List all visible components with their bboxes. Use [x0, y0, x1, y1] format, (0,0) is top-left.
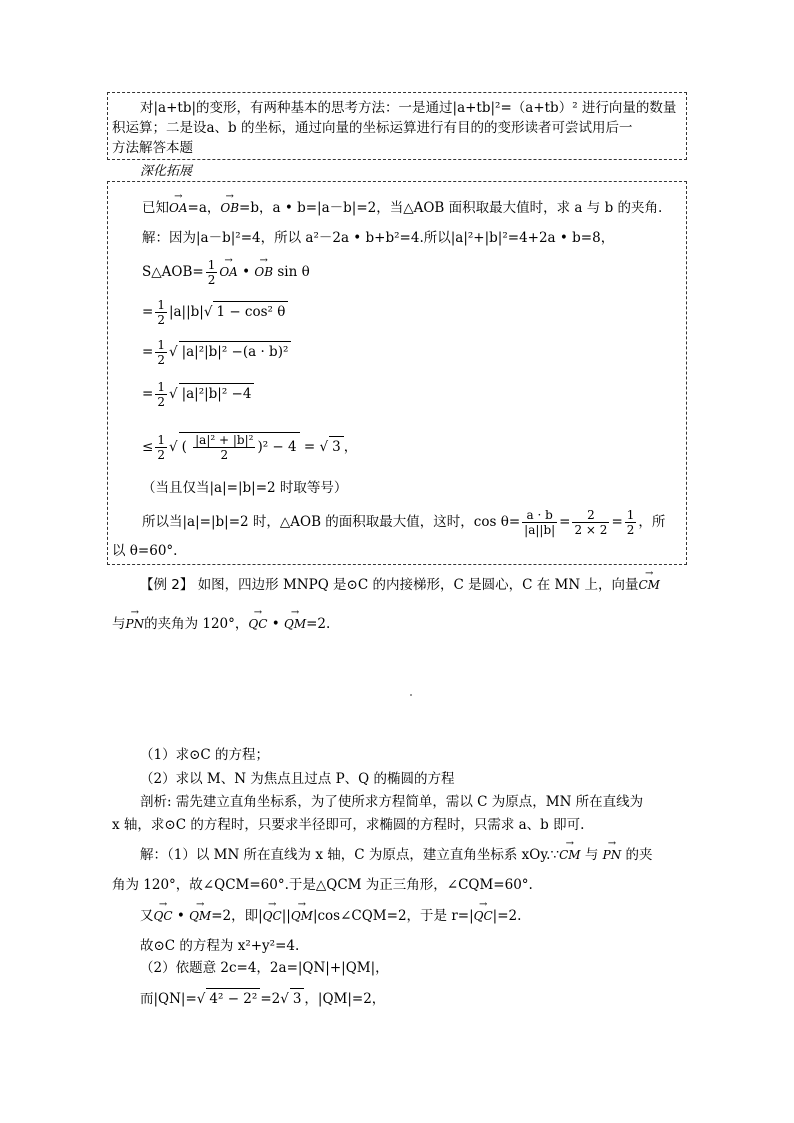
circle-equation: 故⊙C 的方程为 x²+y²=4.	[140, 938, 300, 954]
figure-placeholder	[410, 694, 412, 696]
solution-2-line-1: 解：（1）以 MN 所在直线为 x 轴，C 为原点，建立直角坐标系 xOy.∵→ CM 与 → PN 的夹	[140, 845, 653, 865]
equation-1: = $\frac{1}{2}$ |a||b|√ 1 − cos² θ	[142, 298, 288, 327]
part-2: （2）求以 M、N 为焦点且过点 P、Q 的椭圆的方程	[140, 771, 455, 787]
part-1: （1）求⊙C 的方程；	[140, 747, 270, 763]
hint-line-2: 积运算；二是设a、b 的坐标，通过向量的坐标运算进行有目的的变形读者可尝试用后一	[112, 120, 633, 136]
hint-line-3: 方法解答本题	[112, 140, 193, 156]
solution-2-line-2: 角为 120°，故∠QCM=60°.于是△QCM 为正三角形，∠CQM=60°.	[112, 877, 533, 893]
area-formula: S△AOB= $\frac{1}{2}$ → OA • → OB sin θ	[142, 258, 310, 287]
equation-2: = $\frac{1}{2}$ √ |a|²|b|² −(a · b)²	[142, 338, 291, 367]
hint-line-1: 对|a+tb|的变形，有两种基本的思考方法：一是通过|a+tb|²=（a+tb）² 进行向量的数量	[140, 100, 677, 116]
solution-2-part-2: （2）依题意 2c=4，2a=|QN|+|QM|，	[140, 960, 389, 976]
inequality: ≤ $\frac{1}{2}$ √ ( $\frac{\text{|a|² + |b|²}}{2}$ )² − 4 = √ 3 ，	[142, 433, 358, 462]
example-2-line-1: 【例 2】 如图，四边形 MNPQ 是⊙C 的内接梯形，C 是圆心，C 在 MN 上，向量→ CM	[140, 575, 660, 595]
equality-note: （当且仅当|a|=|b|=2 时取等号）	[142, 480, 348, 496]
vector-ob: → OB	[220, 198, 239, 218]
question-line: 已知→ OA=a，→ OB=b，a • b=|a－b|=2，当△AOB 面积取最大值时，求 a 与 b 的夹角.	[142, 198, 662, 218]
analysis-line-1: 剖析: 需先建立直角坐标系，为了使所求方程简单，需以 C 为原点，MN 所在直线为	[140, 794, 644, 810]
final-line-1: 所以当|a|=|b|=2 时，△AOB 的面积取最大值，这时，cos θ= $\frac{a \cdot b}{|a||b|}$ = $\frac{2}{2 \times 2}$ = $\frac{1}{2}$ ，所	[142, 508, 666, 537]
example-2-line-2: 与→ PN的夹角为 120°，→ QC • → QM=2.	[112, 614, 330, 634]
vector-oa: → OA	[169, 198, 188, 218]
section-label: 深化拓展	[140, 164, 193, 179]
solution-2-line-final: 而|QN|=√ 4² − 2² =2√ 3 ，|QM|=2，	[140, 988, 385, 1009]
final-line-2: 以 θ=60°.	[112, 543, 178, 559]
analysis-line-2: x 轴，求⊙C 的方程时，只要求半径即可，求椭圆的方程时，只需求 a、b 即可.	[112, 817, 585, 833]
equation-3: = $\frac{1}{2}$ √ |a|²|b|² −4	[142, 380, 254, 409]
solution-line-1: 解：因为|a－b|²=4，所以 a²－2a • b+b²=4.所以|a|²+|b|²=4+2a • b=8，	[142, 230, 615, 246]
solution-2-line-3: 又→ QC • → QM=2，即|→ QC||→ QM|cos∠CQM=2，于是 r=|→ QC|=2.	[140, 906, 521, 926]
